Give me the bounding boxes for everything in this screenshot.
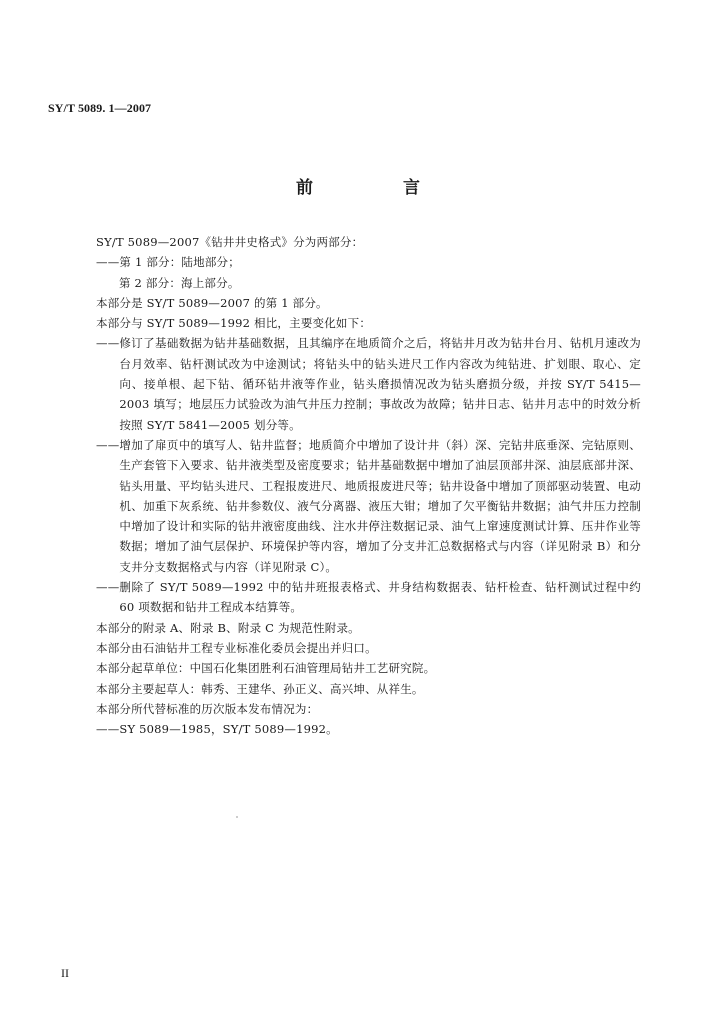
page-title: 前 言 xyxy=(296,178,462,198)
dash-marker: —— xyxy=(96,580,120,595)
scan-speck xyxy=(236,816,238,818)
list-item-text: 删除了 SY/T 5089—1992 中的钻井班报表格式、井身结构数据表、钻杆检查、钻杆测试过程中约 60 项数据和钻井工程成本结算等。 xyxy=(119,580,641,615)
paragraph-drafters: 本部分主要起草人：韩秀、王建华、孙正义、高兴坤、从祥生。 xyxy=(96,681,424,696)
list-item-part-2: 第 2 部分：海上部分。 xyxy=(119,275,240,290)
paragraph-appendix: 本部分的附录 A、附录 B、附录 C 为规范性附录。 xyxy=(96,620,360,635)
paragraph-history-intro: 本部分所代替标准的历次版本发布情况为： xyxy=(96,701,319,716)
list-item-text: 修订了基础数据为钻井基础数据，且其编序在地质简介之后，将钻井月改为钻井台月、钻机月速改为台月效率、钻杆测试改为中途测试；将钻头中的钻头进尺工作内容改为纯钻进、扩划眼、取心、定向、接单根、起下钻、循环钻井液等作业，钻头磨损情况改为钻头磨损分级，并按 SY/T 5415—2003 填写；地层压力试验改为油气井压力控制；事故改为故障；钻井日志、钻井月志中的时效分析按照 SY/T 5841—2005 划分等。 xyxy=(119,336,641,432)
paragraph-history-versions: ——SY 5089—1985，SY/T 5089—1992。 xyxy=(96,722,338,737)
paragraph-part-statement: 本部分是 SY/T 5089—2007 的第 1 部分。 xyxy=(96,295,328,310)
list-item-part-1: ——第 1 部分：陆地部分； xyxy=(96,255,240,270)
paragraph-changes-intro: 本部分与 SY/T 5089—1992 相比，主要变化如下： xyxy=(96,316,372,331)
paragraph-intro: SY/T 5089—2007《钻井井史格式》分为两部分： xyxy=(96,235,364,249)
dash-marker: —— xyxy=(96,437,120,452)
list-item-text: 增加了扉页中的填写人、钻井监督；地质简介中增加了设计井（斜）深、完钻井底垂深、完钻原则、生产套管下入要求、钻井液类型及密度要求；钻井基础数据中增加了油层顶部井深、油层底部井深、钻头用量、平均钻头进尺、工程报废进尺、地质报废进尺等；钻井设备中增加了顶部驱动装置、电动机、加重下灰系统、钻井参数仪、液气分离器、液压大钳；增加了欠平衡钻井数据；油气井压力控制中增加了设计和实际的钻井液密度曲线、注水井停注数据记录、油气上窜速度测试计算、压井作业等数据；增加了油气层保护、环境保护等内容，增加了分支井汇总数据格式与内容（详见附录 B）和分支井分支数据格式与内容（详见附录 C）。 xyxy=(119,437,641,574)
paragraph-drafting-unit: 本部分起草单位：中国石化集团胜利石油管理局钻井工艺研究院。 xyxy=(96,661,436,676)
paragraph-proposer: 本部分由石油钻井工程专业标准化委员会提出并归口。 xyxy=(96,640,377,655)
page-number: II xyxy=(61,966,69,980)
list-item-change-revised xyxy=(96,333,641,434)
standard-code-header: SY/T 5089. 1—2007 xyxy=(48,101,152,115)
dash-marker: —— xyxy=(96,336,120,351)
list-item-change-deleted xyxy=(96,577,641,618)
foreword-body xyxy=(96,232,641,739)
list-item-change-added xyxy=(96,435,641,577)
